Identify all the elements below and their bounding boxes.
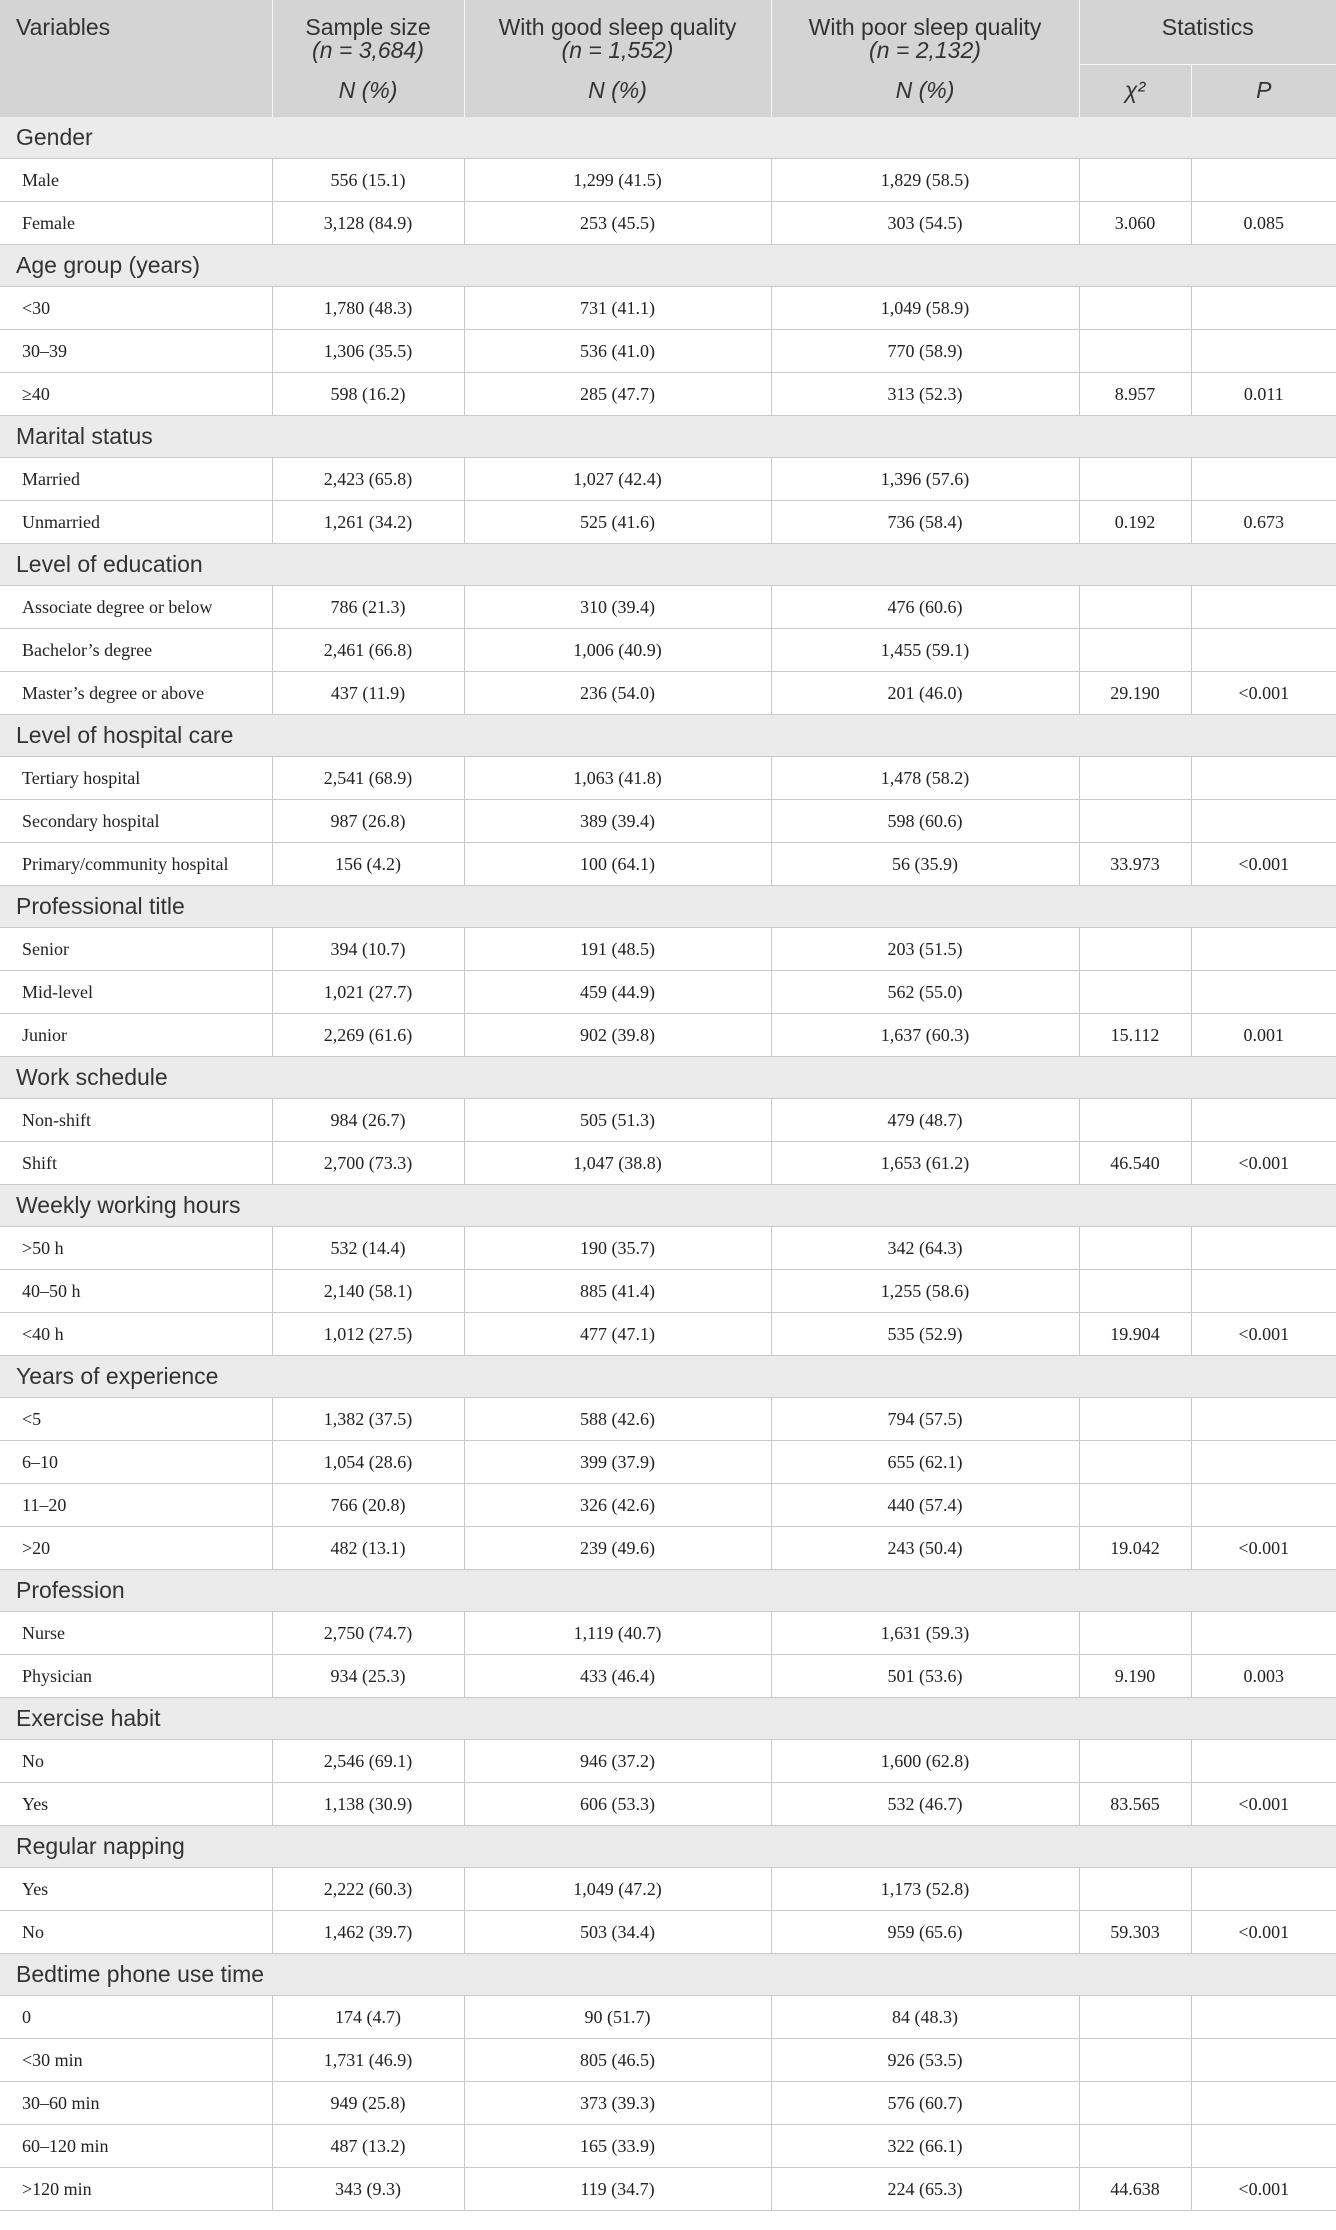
table-row — [0, 1783, 1336, 1826]
cell-chi-square — [1079, 586, 1191, 629]
cell-chi-square — [1079, 330, 1191, 373]
cell-chi-square — [1079, 800, 1191, 843]
cell-good-sleep: 1,006 (40.9) — [464, 629, 771, 672]
cell-poor-sleep: 203 (51.5) — [771, 928, 1079, 971]
cell-poor-sleep: 342 (64.3) — [771, 1227, 1079, 1270]
cell-variable: No — [0, 1911, 272, 1954]
header-good-sleep: With good sleep quality (n = 1,552) — [464, 0, 771, 64]
cell-good-sleep: 165 (33.9) — [464, 2125, 771, 2168]
cell-good-sleep: 389 (39.4) — [464, 800, 771, 843]
cell-poor-sleep: 959 (65.6) — [771, 1911, 1079, 1954]
cell-good-sleep: 606 (53.3) — [464, 1783, 771, 1826]
cell-p-value — [1191, 971, 1336, 1014]
cell-chi-square — [1079, 2125, 1191, 2168]
cell-poor-sleep: 501 (53.6) — [771, 1655, 1079, 1698]
cell-chi-square: 9.190 — [1079, 1655, 1191, 1698]
table-row — [0, 1868, 1336, 1911]
table-row — [0, 2039, 1336, 2082]
table-row — [0, 330, 1336, 373]
cell-good-sleep: 100 (64.1) — [464, 843, 771, 886]
cell-variable: <30 — [0, 287, 272, 330]
cell-sample-size: 949 (25.8) — [272, 2082, 464, 2125]
table-row — [0, 458, 1336, 501]
section-title: Exercise habit — [0, 1698, 1336, 1740]
cell-good-sleep: 1,027 (42.4) — [464, 458, 771, 501]
cell-p-value — [1191, 1996, 1336, 2039]
cell-p-value — [1191, 2082, 1336, 2125]
cell-poor-sleep: 1,255 (58.6) — [771, 1270, 1079, 1313]
cell-p-value: 0.673 — [1191, 501, 1336, 544]
section-header-row — [0, 1057, 1336, 1099]
cell-poor-sleep: 736 (58.4) — [771, 501, 1079, 544]
section-title: Age group (years) — [0, 245, 1336, 287]
cell-poor-sleep: 926 (53.5) — [771, 2039, 1079, 2082]
header-n-pct-sample: N (%) — [272, 64, 464, 117]
cell-poor-sleep: 562 (55.0) — [771, 971, 1079, 1014]
cell-poor-sleep: 655 (62.1) — [771, 1441, 1079, 1484]
table-row — [0, 2125, 1336, 2168]
table-row — [0, 1014, 1336, 1057]
header-p-value: P — [1191, 64, 1336, 117]
cell-sample-size: 598 (16.2) — [272, 373, 464, 416]
section-title: Level of hospital care — [0, 715, 1336, 757]
cell-poor-sleep: 303 (54.5) — [771, 202, 1079, 245]
cell-p-value — [1191, 1099, 1336, 1142]
cell-variable: Associate degree or below — [0, 586, 272, 629]
cell-variable: ≥40 — [0, 373, 272, 416]
table-row — [0, 1484, 1336, 1527]
cell-sample-size: 2,461 (66.8) — [272, 629, 464, 672]
cell-good-sleep: 119 (34.7) — [464, 2168, 771, 2211]
section-header-row — [0, 886, 1336, 928]
cell-chi-square — [1079, 159, 1191, 202]
cell-sample-size: 2,546 (69.1) — [272, 1740, 464, 1783]
cell-chi-square — [1079, 287, 1191, 330]
cell-p-value — [1191, 159, 1336, 202]
cell-p-value: <0.001 — [1191, 2168, 1336, 2211]
cell-variable: >50 h — [0, 1227, 272, 1270]
cell-poor-sleep: 576 (60.7) — [771, 2082, 1079, 2125]
cell-chi-square: 33.973 — [1079, 843, 1191, 886]
cell-sample-size: 1,462 (39.7) — [272, 1911, 464, 1954]
cell-variable: Secondary hospital — [0, 800, 272, 843]
cell-variable: Tertiary hospital — [0, 757, 272, 800]
table-row — [0, 501, 1336, 544]
table-row — [0, 1527, 1336, 1570]
table-row — [0, 1270, 1336, 1313]
cell-p-value — [1191, 330, 1336, 373]
table-row — [0, 1142, 1336, 1185]
cell-good-sleep: 902 (39.8) — [464, 1014, 771, 1057]
table-row — [0, 202, 1336, 245]
cell-chi-square — [1079, 928, 1191, 971]
cell-poor-sleep: 1,173 (52.8) — [771, 1868, 1079, 1911]
section-title: Professional title — [0, 886, 1336, 928]
cell-poor-sleep: 1,829 (58.5) — [771, 159, 1079, 202]
table-row — [0, 586, 1336, 629]
cell-poor-sleep: 440 (57.4) — [771, 1484, 1079, 1527]
cell-chi-square: 19.904 — [1079, 1313, 1191, 1356]
table-row — [0, 1612, 1336, 1655]
cell-sample-size: 1,021 (27.7) — [272, 971, 464, 1014]
cell-poor-sleep: 794 (57.5) — [771, 1398, 1079, 1441]
cell-variable: 0 — [0, 1996, 272, 2039]
cell-poor-sleep: 1,600 (62.8) — [771, 1740, 1079, 1783]
cell-sample-size: 766 (20.8) — [272, 1484, 464, 1527]
cell-sample-size: 394 (10.7) — [272, 928, 464, 971]
cell-good-sleep: 433 (46.4) — [464, 1655, 771, 1698]
cell-p-value: 0.003 — [1191, 1655, 1336, 1698]
cell-variable: <40 h — [0, 1313, 272, 1356]
table-row — [0, 928, 1336, 971]
cell-sample-size: 934 (25.3) — [272, 1655, 464, 1698]
section-title: Years of experience — [0, 1356, 1336, 1398]
cell-poor-sleep: 479 (48.7) — [771, 1099, 1079, 1142]
cell-variable: Unmarried — [0, 501, 272, 544]
cell-p-value — [1191, 1612, 1336, 1655]
table-row — [0, 1099, 1336, 1142]
cell-variable: Shift — [0, 1142, 272, 1185]
cell-good-sleep: 90 (51.7) — [464, 1996, 771, 2039]
cell-sample-size: 2,541 (68.9) — [272, 757, 464, 800]
cell-good-sleep: 326 (42.6) — [464, 1484, 771, 1527]
cell-p-value — [1191, 1227, 1336, 1270]
cell-chi-square — [1079, 1227, 1191, 1270]
section-header-row — [0, 1954, 1336, 1996]
cell-p-value — [1191, 1398, 1336, 1441]
cell-p-value — [1191, 1270, 1336, 1313]
cell-poor-sleep: 322 (66.1) — [771, 2125, 1079, 2168]
table-row — [0, 159, 1336, 202]
cell-sample-size: 1,731 (46.9) — [272, 2039, 464, 2082]
section-title: Level of education — [0, 544, 1336, 586]
cell-variable: Junior — [0, 1014, 272, 1057]
cell-variable: Male — [0, 159, 272, 202]
cell-poor-sleep: 598 (60.6) — [771, 800, 1079, 843]
cell-variable: Nurse — [0, 1612, 272, 1655]
cell-variable: Yes — [0, 1868, 272, 1911]
cell-sample-size: 2,423 (65.8) — [272, 458, 464, 501]
table-row — [0, 757, 1336, 800]
cell-chi-square — [1079, 1441, 1191, 1484]
table-row — [0, 1398, 1336, 1441]
cell-good-sleep: 399 (37.9) — [464, 1441, 771, 1484]
cell-poor-sleep: 243 (50.4) — [771, 1527, 1079, 1570]
cell-poor-sleep: 535 (52.9) — [771, 1313, 1079, 1356]
table-row — [0, 2082, 1336, 2125]
cell-variable: Senior — [0, 928, 272, 971]
cell-poor-sleep: 224 (65.3) — [771, 2168, 1079, 2211]
cell-variable: Married — [0, 458, 272, 501]
section-header-row — [0, 117, 1336, 159]
cell-sample-size: 437 (11.9) — [272, 672, 464, 715]
cell-good-sleep: 1,049 (47.2) — [464, 1868, 771, 1911]
cell-chi-square: 44.638 — [1079, 2168, 1191, 2211]
header-statistics: Statistics — [1079, 0, 1336, 64]
cell-p-value: <0.001 — [1191, 843, 1336, 886]
cell-good-sleep: 505 (51.3) — [464, 1099, 771, 1142]
cell-good-sleep: 285 (47.7) — [464, 373, 771, 416]
cell-variable: >120 min — [0, 2168, 272, 2211]
table-row — [0, 1911, 1336, 1954]
cell-chi-square: 29.190 — [1079, 672, 1191, 715]
cell-chi-square: 15.112 — [1079, 1014, 1191, 1057]
cell-poor-sleep: 770 (58.9) — [771, 330, 1079, 373]
cell-good-sleep: 1,047 (38.8) — [464, 1142, 771, 1185]
cell-poor-sleep: 56 (35.9) — [771, 843, 1079, 886]
table-row — [0, 800, 1336, 843]
cell-poor-sleep: 84 (48.3) — [771, 1996, 1079, 2039]
cell-variable: 11–20 — [0, 1484, 272, 1527]
section-header-row — [0, 715, 1336, 757]
cell-chi-square: 59.303 — [1079, 1911, 1191, 1954]
cell-sample-size: 532 (14.4) — [272, 1227, 464, 1270]
section-title: Bedtime phone use time — [0, 1954, 1336, 1996]
cell-chi-square: 8.957 — [1079, 373, 1191, 416]
cell-variable: Bachelor’s degree — [0, 629, 272, 672]
header-chi-square: χ² — [1079, 64, 1191, 117]
cell-chi-square: 83.565 — [1079, 1783, 1191, 1826]
cell-sample-size: 786 (21.3) — [272, 586, 464, 629]
cell-p-value — [1191, 629, 1336, 672]
cell-poor-sleep: 532 (46.7) — [771, 1783, 1079, 1826]
header-variables: Variables — [0, 0, 272, 117]
cell-chi-square — [1079, 2082, 1191, 2125]
section-title: Regular napping — [0, 1826, 1336, 1868]
cell-sample-size: 156 (4.2) — [272, 843, 464, 886]
cell-good-sleep: 459 (44.9) — [464, 971, 771, 1014]
section-title: Weekly working hours — [0, 1185, 1336, 1227]
cell-good-sleep: 885 (41.4) — [464, 1270, 771, 1313]
cell-sample-size: 2,269 (61.6) — [272, 1014, 464, 1057]
cell-sample-size: 482 (13.1) — [272, 1527, 464, 1570]
cell-good-sleep: 1,063 (41.8) — [464, 757, 771, 800]
cell-chi-square — [1079, 1484, 1191, 1527]
cell-variable: Non-shift — [0, 1099, 272, 1142]
section-header-row — [0, 245, 1336, 287]
cell-poor-sleep: 1,637 (60.3) — [771, 1014, 1079, 1057]
cell-good-sleep: 946 (37.2) — [464, 1740, 771, 1783]
cell-chi-square — [1079, 1099, 1191, 1142]
cell-sample-size: 556 (15.1) — [272, 159, 464, 202]
cell-p-value: <0.001 — [1191, 672, 1336, 715]
table-row — [0, 1996, 1336, 2039]
cell-good-sleep: 1,119 (40.7) — [464, 1612, 771, 1655]
cell-p-value — [1191, 287, 1336, 330]
cell-chi-square — [1079, 971, 1191, 1014]
table-header — [0, 0, 1336, 117]
table-row — [0, 1313, 1336, 1356]
cell-sample-size: 1,306 (35.5) — [272, 330, 464, 373]
cell-good-sleep: 525 (41.6) — [464, 501, 771, 544]
cell-good-sleep: 310 (39.4) — [464, 586, 771, 629]
cell-chi-square — [1079, 629, 1191, 672]
table-row — [0, 1740, 1336, 1783]
cell-poor-sleep: 1,631 (59.3) — [771, 1612, 1079, 1655]
cell-good-sleep: 536 (41.0) — [464, 330, 771, 373]
cell-sample-size: 1,382 (37.5) — [272, 1398, 464, 1441]
header-n-pct-good: N (%) — [464, 64, 771, 117]
cell-chi-square: 3.060 — [1079, 202, 1191, 245]
section-header-row — [0, 1826, 1336, 1868]
cell-good-sleep: 503 (34.4) — [464, 1911, 771, 1954]
cell-p-value: 0.011 — [1191, 373, 1336, 416]
table-row — [0, 1441, 1336, 1484]
section-title: Marital status — [0, 416, 1336, 458]
cell-variable: Female — [0, 202, 272, 245]
cell-variable: <5 — [0, 1398, 272, 1441]
cell-poor-sleep: 313 (52.3) — [771, 373, 1079, 416]
cell-poor-sleep: 1,455 (59.1) — [771, 629, 1079, 672]
cell-variable: 30–60 min — [0, 2082, 272, 2125]
section-header-row — [0, 1570, 1336, 1612]
cell-variable: 40–50 h — [0, 1270, 272, 1313]
cell-sample-size: 487 (13.2) — [272, 2125, 464, 2168]
cell-chi-square — [1079, 1868, 1191, 1911]
table-row — [0, 373, 1336, 416]
cell-sample-size: 984 (26.7) — [272, 1099, 464, 1142]
cell-chi-square — [1079, 757, 1191, 800]
cell-variable: >20 — [0, 1527, 272, 1570]
cell-sample-size: 1,054 (28.6) — [272, 1441, 464, 1484]
cell-chi-square — [1079, 458, 1191, 501]
section-title: Gender — [0, 117, 1336, 159]
cell-sample-size: 174 (4.7) — [272, 1996, 464, 2039]
table-row — [0, 1227, 1336, 1270]
cell-variable: <30 min — [0, 2039, 272, 2082]
cell-chi-square: 46.540 — [1079, 1142, 1191, 1185]
cell-good-sleep: 477 (47.1) — [464, 1313, 771, 1356]
cell-chi-square — [1079, 1740, 1191, 1783]
cell-variable: 30–39 — [0, 330, 272, 373]
cell-variable: Primary/community hospital — [0, 843, 272, 886]
table-body — [0, 117, 1336, 2211]
cell-poor-sleep: 1,049 (58.9) — [771, 287, 1079, 330]
cell-p-value: <0.001 — [1191, 1142, 1336, 1185]
cell-chi-square: 19.042 — [1079, 1527, 1191, 1570]
cell-good-sleep: 253 (45.5) — [464, 202, 771, 245]
header-poor-sleep: With poor sleep quality (n = 2,132) — [771, 0, 1079, 64]
cell-good-sleep: 236 (54.0) — [464, 672, 771, 715]
cell-sample-size: 987 (26.8) — [272, 800, 464, 843]
cell-p-value — [1191, 928, 1336, 971]
cell-p-value: <0.001 — [1191, 1783, 1336, 1826]
cell-p-value: <0.001 — [1191, 1911, 1336, 1954]
cell-p-value — [1191, 2125, 1336, 2168]
cell-good-sleep: 805 (46.5) — [464, 2039, 771, 2082]
cell-p-value — [1191, 1740, 1336, 1783]
cell-chi-square — [1079, 1270, 1191, 1313]
cell-sample-size: 2,700 (73.3) — [272, 1142, 464, 1185]
cell-chi-square — [1079, 2039, 1191, 2082]
cell-good-sleep: 190 (35.7) — [464, 1227, 771, 1270]
cell-good-sleep: 191 (48.5) — [464, 928, 771, 971]
section-title: Profession — [0, 1570, 1336, 1612]
cell-variable: Yes — [0, 1783, 272, 1826]
cell-poor-sleep: 1,478 (58.2) — [771, 757, 1079, 800]
cell-poor-sleep: 1,653 (61.2) — [771, 1142, 1079, 1185]
cell-good-sleep: 731 (41.1) — [464, 287, 771, 330]
cell-good-sleep: 588 (42.6) — [464, 1398, 771, 1441]
table-row — [0, 672, 1336, 715]
table-row — [0, 1655, 1336, 1698]
cell-sample-size: 1,138 (30.9) — [272, 1783, 464, 1826]
cell-p-value — [1191, 458, 1336, 501]
header-sample-size: Sample size (n = 3,684) — [272, 0, 464, 64]
cell-good-sleep: 1,299 (41.5) — [464, 159, 771, 202]
cell-p-value — [1191, 1441, 1336, 1484]
cell-sample-size: 2,222 (60.3) — [272, 1868, 464, 1911]
section-header-row — [0, 416, 1336, 458]
cell-variable: Mid-level — [0, 971, 272, 1014]
cell-variable: 60–120 min — [0, 2125, 272, 2168]
cell-poor-sleep: 1,396 (57.6) — [771, 458, 1079, 501]
cell-p-value — [1191, 586, 1336, 629]
cell-sample-size: 2,750 (74.7) — [272, 1612, 464, 1655]
cell-variable: No — [0, 1740, 272, 1783]
table-row — [0, 629, 1336, 672]
section-header-row — [0, 1185, 1336, 1227]
cell-chi-square — [1079, 1398, 1191, 1441]
cell-p-value — [1191, 2039, 1336, 2082]
table-row — [0, 287, 1336, 330]
cell-p-value — [1191, 1868, 1336, 1911]
header-n-pct-poor: N (%) — [771, 64, 1079, 117]
cell-poor-sleep: 201 (46.0) — [771, 672, 1079, 715]
cell-p-value: <0.001 — [1191, 1527, 1336, 1570]
cell-sample-size: 3,128 (84.9) — [272, 202, 464, 245]
table-row — [0, 2168, 1336, 2211]
cell-poor-sleep: 476 (60.6) — [771, 586, 1079, 629]
cell-chi-square: 0.192 — [1079, 501, 1191, 544]
section-header-row — [0, 1698, 1336, 1740]
cell-sample-size: 343 (9.3) — [272, 2168, 464, 2211]
cell-sample-size: 2,140 (58.1) — [272, 1270, 464, 1313]
cell-p-value — [1191, 800, 1336, 843]
cell-p-value: <0.001 — [1191, 1313, 1336, 1356]
cell-chi-square — [1079, 1612, 1191, 1655]
table-row — [0, 971, 1336, 1014]
cell-sample-size: 1,261 (34.2) — [272, 501, 464, 544]
cell-variable: 6–10 — [0, 1441, 272, 1484]
cell-good-sleep: 373 (39.3) — [464, 2082, 771, 2125]
cell-variable: Master’s degree or above — [0, 672, 272, 715]
section-header-row — [0, 1356, 1336, 1398]
cell-p-value: 0.001 — [1191, 1014, 1336, 1057]
section-title: Work schedule — [0, 1057, 1336, 1099]
section-header-row — [0, 544, 1336, 586]
cell-p-value — [1191, 757, 1336, 800]
table-row — [0, 843, 1336, 886]
cell-p-value: 0.085 — [1191, 202, 1336, 245]
cell-good-sleep: 239 (49.6) — [464, 1527, 771, 1570]
cell-sample-size: 1,780 (48.3) — [272, 287, 464, 330]
cell-sample-size: 1,012 (27.5) — [272, 1313, 464, 1356]
cell-p-value — [1191, 1484, 1336, 1527]
cell-variable: Physician — [0, 1655, 272, 1698]
cell-chi-square — [1079, 1996, 1191, 2039]
